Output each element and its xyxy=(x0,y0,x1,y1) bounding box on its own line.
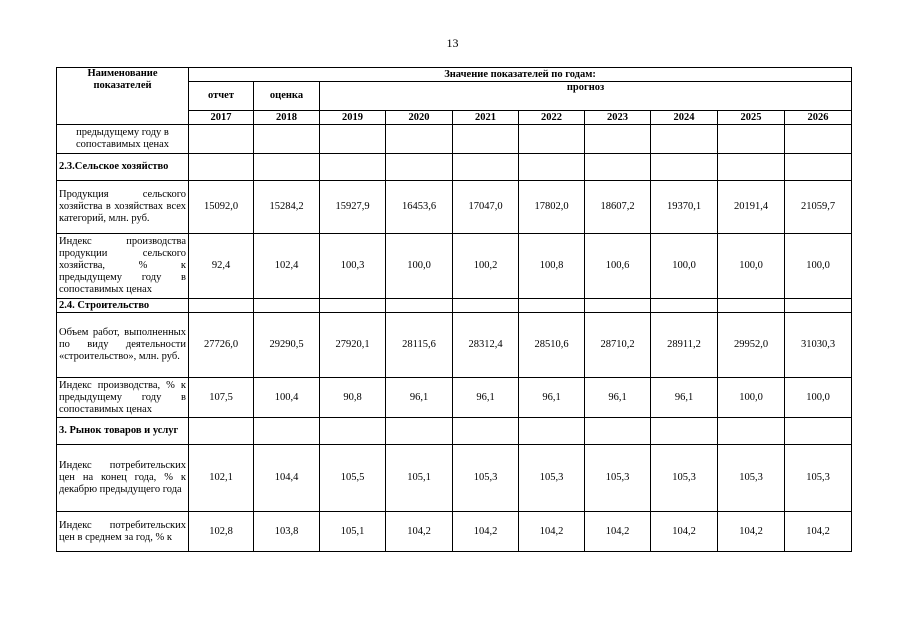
value-cell: 102,4 xyxy=(254,234,320,299)
value-cell: 90,8 xyxy=(320,378,386,418)
value-cell: 104,2 xyxy=(453,512,519,552)
value-cell xyxy=(386,154,453,181)
table-row xyxy=(57,313,852,378)
value-cell: 17802,0 xyxy=(519,181,585,234)
header-year: 2023 xyxy=(585,111,651,125)
table-row xyxy=(57,181,852,234)
value-cell: 105,3 xyxy=(585,445,651,512)
value-cell xyxy=(386,418,453,445)
value-cell: 100,2 xyxy=(453,234,519,299)
value-cell xyxy=(785,418,852,445)
value-cell: 21059,7 xyxy=(785,181,852,234)
value-cell xyxy=(254,418,320,445)
table-row xyxy=(57,512,852,552)
value-cell xyxy=(585,154,651,181)
value-cell: 104,2 xyxy=(519,512,585,552)
header-year: 2026 xyxy=(785,111,852,125)
table-row xyxy=(57,234,852,299)
indicator-name: Индекс производства продукции сельского хозяйства, % к предыдущему году в сопоставимых ценах xyxy=(57,234,189,299)
value-cell xyxy=(453,299,519,313)
header-year: 2017 xyxy=(189,111,254,125)
value-cell: 102,1 xyxy=(189,445,254,512)
value-cell xyxy=(718,125,785,154)
value-cell xyxy=(453,125,519,154)
value-cell: 17047,0 xyxy=(453,181,519,234)
value-cell xyxy=(189,418,254,445)
value-cell: 96,1 xyxy=(519,378,585,418)
value-cell: 100,3 xyxy=(320,234,386,299)
value-cell: 104,2 xyxy=(651,512,718,552)
value-cell: 105,5 xyxy=(320,445,386,512)
value-cell: 100,0 xyxy=(651,234,718,299)
header-year: 2019 xyxy=(320,111,386,125)
value-cell xyxy=(254,154,320,181)
value-cell: 18607,2 xyxy=(585,181,651,234)
value-cell: 103,8 xyxy=(254,512,320,552)
value-cell: 105,1 xyxy=(386,445,453,512)
table-row xyxy=(57,125,852,154)
value-cell: 28510,6 xyxy=(519,313,585,378)
value-cell: 96,1 xyxy=(651,378,718,418)
value-cell: 15284,2 xyxy=(254,181,320,234)
value-cell: 104,2 xyxy=(585,512,651,552)
value-cell xyxy=(453,154,519,181)
value-cell: 104,2 xyxy=(785,512,852,552)
value-cell xyxy=(254,125,320,154)
page-number: 13 xyxy=(446,36,459,50)
value-cell xyxy=(320,299,386,313)
value-cell: 107,5 xyxy=(189,378,254,418)
indicator-name: Индекс производства, % к предыдущему году в сопоставимых ценах xyxy=(57,378,189,418)
value-cell: 100,0 xyxy=(718,234,785,299)
section-row xyxy=(57,299,852,313)
value-cell xyxy=(519,125,585,154)
value-cell xyxy=(718,299,785,313)
value-cell: 104,4 xyxy=(254,445,320,512)
value-cell: 102,8 xyxy=(189,512,254,552)
header-year: 2021 xyxy=(453,111,519,125)
value-cell xyxy=(585,299,651,313)
value-cell xyxy=(718,154,785,181)
value-cell xyxy=(386,125,453,154)
value-cell: 28911,2 xyxy=(651,313,718,378)
value-cell: 29952,0 xyxy=(718,313,785,378)
value-cell: 29290,5 xyxy=(254,313,320,378)
value-cell: 100,0 xyxy=(785,234,852,299)
header-estimate: оценка xyxy=(254,82,320,111)
value-cell xyxy=(519,154,585,181)
value-cell: 28710,2 xyxy=(585,313,651,378)
indicator-name: Индекс потребительских цен в среднем за год, % к xyxy=(57,512,189,552)
header-year: 2025 xyxy=(718,111,785,125)
value-cell: 16453,6 xyxy=(386,181,453,234)
indicators-table xyxy=(56,67,852,552)
indicator-name: Объем работ, выполненных по виду деятельности «строительство», млн. руб. xyxy=(57,313,189,378)
value-cell: 100,8 xyxy=(519,234,585,299)
value-cell: 105,3 xyxy=(785,445,852,512)
value-cell: 27920,1 xyxy=(320,313,386,378)
value-cell: 15927,9 xyxy=(320,181,386,234)
value-cell: 19370,1 xyxy=(651,181,718,234)
section-row xyxy=(57,418,852,445)
value-cell xyxy=(189,154,254,181)
header-report: отчет xyxy=(189,82,254,111)
value-cell xyxy=(785,299,852,313)
value-cell xyxy=(320,125,386,154)
header-year: 2024 xyxy=(651,111,718,125)
value-cell xyxy=(453,418,519,445)
value-cell: 31030,3 xyxy=(785,313,852,378)
value-cell: 105,1 xyxy=(320,512,386,552)
value-cell: 100,4 xyxy=(254,378,320,418)
value-cell xyxy=(585,418,651,445)
indicator-name: Индекс потребительских цен на конец года, % к декабрю предыдущего года xyxy=(57,445,189,512)
table-row xyxy=(57,445,852,512)
value-cell: 15092,0 xyxy=(189,181,254,234)
value-cell xyxy=(651,418,718,445)
value-cell: 104,2 xyxy=(718,512,785,552)
value-cell xyxy=(718,418,785,445)
value-cell xyxy=(189,299,254,313)
value-cell: 100,0 xyxy=(386,234,453,299)
value-cell xyxy=(585,125,651,154)
value-cell: 105,3 xyxy=(718,445,785,512)
value-cell: 100,0 xyxy=(785,378,852,418)
header-values-title: Значение показателей по годам: xyxy=(189,68,852,82)
value-cell xyxy=(651,125,718,154)
section-title: 3. Рынок товаров и услуг xyxy=(57,418,189,445)
value-cell: 105,3 xyxy=(519,445,585,512)
value-cell: 105,3 xyxy=(453,445,519,512)
value-cell xyxy=(320,154,386,181)
header-year: 2018 xyxy=(254,111,320,125)
section-title: 2.4. Строительство xyxy=(57,299,189,313)
value-cell: 96,1 xyxy=(453,378,519,418)
value-cell xyxy=(785,125,852,154)
header-forecast: прогноз xyxy=(320,82,852,111)
value-cell xyxy=(651,154,718,181)
value-cell: 100,6 xyxy=(585,234,651,299)
header-indicator-name: Наименование показателей xyxy=(57,68,189,125)
value-cell xyxy=(785,154,852,181)
indicator-name: Продукция сельского хозяйства в хозяйствах всех категорий, млн. руб. xyxy=(57,181,189,234)
value-cell: 28115,6 xyxy=(386,313,453,378)
value-cell xyxy=(254,299,320,313)
value-cell xyxy=(189,125,254,154)
header-year: 2022 xyxy=(519,111,585,125)
section-title: 2.3.Сельское хозяйство xyxy=(57,154,189,181)
section-row xyxy=(57,154,852,181)
value-cell xyxy=(651,299,718,313)
value-cell: 27726,0 xyxy=(189,313,254,378)
value-cell xyxy=(386,299,453,313)
value-cell: 96,1 xyxy=(585,378,651,418)
value-cell xyxy=(320,418,386,445)
value-cell xyxy=(519,299,585,313)
table-row xyxy=(57,378,852,418)
value-cell: 105,3 xyxy=(651,445,718,512)
indicator-name: предыдущему году в сопоставимых ценах xyxy=(57,125,189,154)
value-cell: 20191,4 xyxy=(718,181,785,234)
value-cell: 28312,4 xyxy=(453,313,519,378)
value-cell xyxy=(519,418,585,445)
value-cell: 104,2 xyxy=(386,512,453,552)
value-cell: 100,0 xyxy=(718,378,785,418)
header-year: 2020 xyxy=(386,111,453,125)
value-cell: 92,4 xyxy=(189,234,254,299)
value-cell: 96,1 xyxy=(386,378,453,418)
